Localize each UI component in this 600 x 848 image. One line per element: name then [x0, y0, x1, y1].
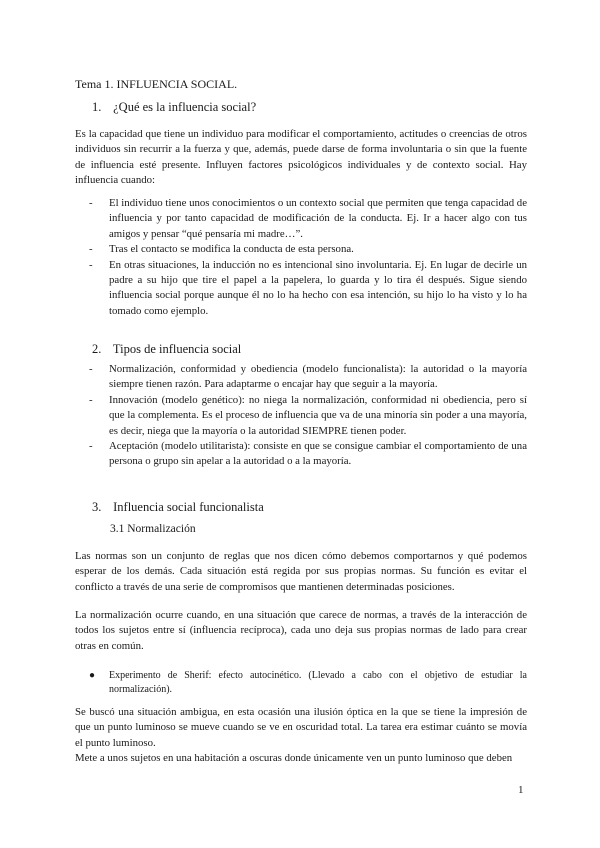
document-title: Tema 1. INFLUENCIA SOCIAL. — [75, 77, 238, 91]
bullet-text: Experimento de Sherif: efecto autocinético. (Llevado a cabo con el objetivo de estudiar la normalización). — [109, 670, 527, 695]
section-3-number: 3. — [92, 500, 102, 514]
list-item: - Tras el contacto se modifica la conducta de esta persona. — [89, 242, 527, 257]
section-3-heading — [92, 500, 264, 515]
list-item: - Aceptación (modelo utilitarista): consiste en que se consigue cambiar el comportamiento de una persona o grupo sin apelar a la autoridad o a la mayoría. — [89, 439, 527, 470]
section-3-paragraph-2: La normalización ocurre cuando, en una situación que carece de normas, a través de la interacción de todos los sujetos entre sí (influencia recíproca), cada uno deja sus propias normas de lado para crear otras en común. — [75, 609, 527, 652]
section-2-list — [89, 362, 527, 470]
section-2-title: Tipos de influencia social — [112, 342, 242, 356]
section-3-paragraph-3: Se buscó una situación ambigua, en esta ocasión una ilusión óptica en la que se tiene la impresión de que un punto luminoso se mueve cuando se ve en oscuridad total. La tarea era estimar cuánto se movía el punto luminoso. — [75, 706, 527, 749]
section-3-paragraph-1: Las normas son un conjunto de reglas que nos dicen cómo debemos comportarnos y qué podemos esperar de los demás. Cada situación está regida por sus propias normas. Su función es evitar el conflicto a través de una serie de compromisos que mantienen determinadas posiciones. — [75, 550, 527, 593]
section-1-heading — [92, 100, 256, 115]
subsection-heading: 3.1 Normalización — [110, 523, 196, 535]
section-2-number: 2. — [92, 342, 102, 356]
section-1-list — [89, 196, 527, 319]
section-1-title: ¿Qué es la influencia social? — [113, 100, 257, 114]
bullet-dot: ● — [89, 670, 96, 681]
section-1-number: 1. — [92, 100, 102, 114]
page-number: 1 — [518, 784, 524, 796]
section-3-title: Influencia social funcionalista — [113, 500, 264, 514]
experiment-bullet — [89, 669, 527, 697]
section-3-paragraph-4: Mete a unos sujetos en una habitación a oscuras donde únicamente ven un punto luminoso que deben — [75, 752, 513, 764]
list-item: - Innovación (modelo genético): no niega la normalización, conformidad ni obediencia, pero sí que la complementa. Es el proceso de influencia que va de una minoría sin poder a una mayoría, es decir, niega que la mayoría o la autoridad SIEMPRE tienen poder. — [89, 393, 527, 439]
list-item: - En otras situaciones, la inducción no es intencional sino involuntaria. Ej. En lugar de decirle un padre a su hijo que tire el papel a la papelera, lo guarda y lo tira él después. Sigue siendo influencia social porque aunque él no lo ha hecho con esa intención, su hijo lo ha visto y lo ha tomado como ejemplo. — [89, 258, 527, 320]
section-2-heading — [92, 342, 241, 357]
section-1-paragraph: Es la capacidad que tiene un individuo para modificar el comportamiento, actitudes o creencias de otros individuos sin recurrir a la fuerza y que, además, puede darse de forma involuntaria o sin que la fuente de influencia esté presente. Influyen factores psicológicos individuales y de contexto social. Hay influencia cuando: — [75, 128, 527, 187]
list-item: - El individuo tiene unos conocimientos o un contexto social que permiten que tenga capacidad de influencia y por tanto capacidad de modificación de la conducta. Ej. Ir a hacer algo con tus amigos y pensar “qué pensaría mi madre…”. — [89, 196, 527, 242]
list-item: - Normalización, conformidad y obediencia (modelo funcionalista): la autoridad o la mayoría siempre tienen razón. Para adaptarme o encajar hay que seguir a la mayoría. — [89, 362, 527, 393]
